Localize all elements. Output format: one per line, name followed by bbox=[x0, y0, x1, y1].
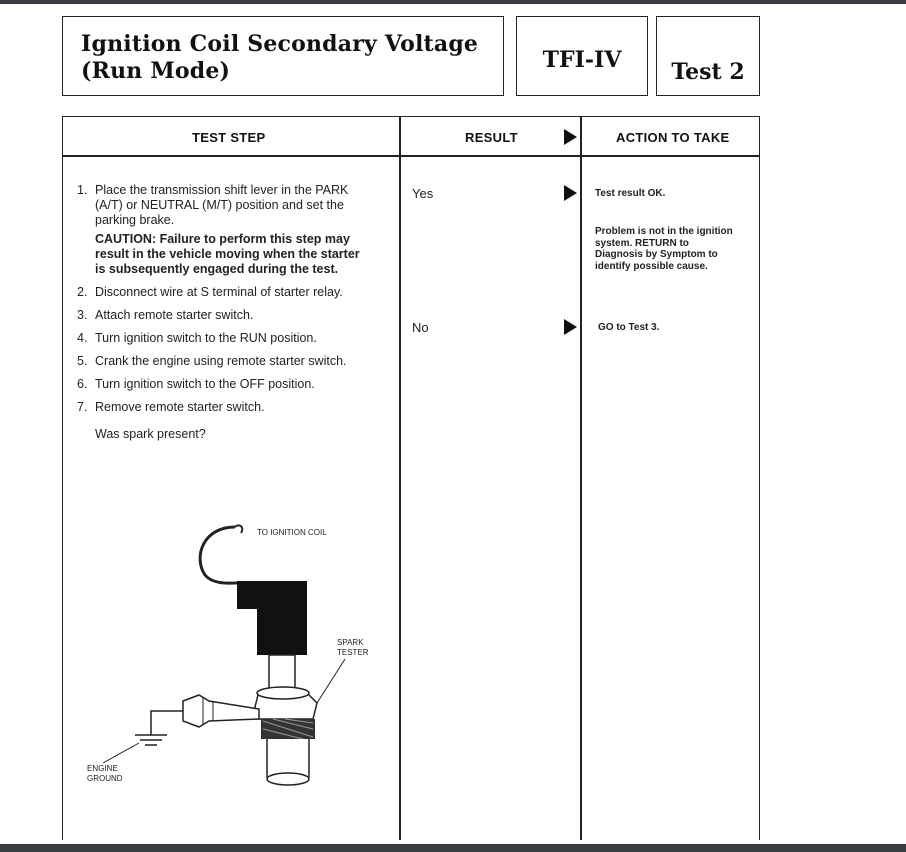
document-page bbox=[0, 4, 906, 844]
step-item bbox=[77, 308, 367, 323]
step-number: 2. bbox=[77, 285, 88, 299]
question-text: Was spark present? bbox=[95, 427, 206, 441]
step-text: Disconnect wire at S terminal of starter relay. bbox=[95, 285, 343, 299]
no-action: GO to Test 3. bbox=[598, 322, 660, 333]
result-yes: Yes bbox=[412, 186, 434, 201]
ground-symbol-icon bbox=[135, 735, 167, 745]
alligator-clip bbox=[183, 695, 259, 727]
title-box bbox=[62, 16, 504, 96]
yes-action-2: Problem is not in the ignition system. RETURN to Diagnosis by Symptom to identify possible cause. bbox=[595, 226, 733, 272]
label-ground: GROUND bbox=[87, 774, 123, 783]
step-item bbox=[77, 285, 367, 300]
step-number: 5. bbox=[77, 354, 88, 368]
tester-leader-line bbox=[317, 659, 345, 703]
step-text: Crank the engine using remote starter switch. bbox=[95, 354, 347, 368]
step-text: Attach remote starter switch. bbox=[95, 308, 254, 322]
spark-tester-figure bbox=[63, 507, 399, 807]
no-arrow-icon bbox=[564, 319, 577, 335]
step-number: 3. bbox=[77, 308, 88, 322]
ground-lead bbox=[151, 711, 183, 735]
tester-nut-top bbox=[257, 687, 309, 699]
ground-leader-line bbox=[103, 743, 139, 763]
step-item bbox=[77, 183, 367, 277]
step-text: Turn ignition switch to the OFF position. bbox=[95, 377, 315, 391]
header-action: ACTION TO TAKE bbox=[616, 130, 730, 145]
system-code: TFI-IV bbox=[542, 47, 622, 73]
system-code-box bbox=[516, 16, 648, 96]
step-text: Turn ignition switch to the RUN position. bbox=[95, 331, 317, 345]
header-test-step: TEST STEP bbox=[192, 130, 266, 145]
label-spark: SPARK bbox=[337, 638, 364, 647]
step-number: 6. bbox=[77, 377, 88, 391]
tester-shaft bbox=[269, 655, 295, 689]
page-title-line-1: Ignition Coil Secondary Voltage bbox=[81, 31, 479, 57]
step-item bbox=[77, 400, 367, 415]
step-text: Remove remote starter switch. bbox=[95, 400, 265, 414]
column-divider bbox=[399, 117, 401, 840]
page-title-line-2: (Run Mode) bbox=[81, 58, 231, 84]
yes-arrow-icon bbox=[564, 185, 577, 201]
coil-wire-end bbox=[235, 525, 242, 533]
test-number: Test 2 bbox=[671, 59, 745, 85]
coil-wire bbox=[200, 527, 237, 583]
step-number: 4. bbox=[77, 331, 88, 345]
caution-text: CAUTION: Failure to perform this step may result in the vehicle moving when the starter is subsequently engaged during the test. bbox=[95, 232, 360, 276]
column-divider bbox=[580, 117, 582, 840]
step-item bbox=[77, 354, 367, 369]
yes-action-1: Test result OK. bbox=[595, 188, 666, 199]
header-arrow-icon bbox=[564, 129, 577, 145]
step-number: 7. bbox=[77, 400, 88, 414]
step-item bbox=[77, 377, 367, 392]
step-item bbox=[77, 331, 367, 346]
label-engine: ENGINE bbox=[87, 764, 118, 773]
tester-tip bbox=[267, 773, 309, 785]
header-divider bbox=[63, 155, 759, 157]
header-result: RESULT bbox=[465, 130, 518, 145]
test-steps bbox=[77, 183, 367, 442]
result-no: No bbox=[412, 320, 429, 335]
step-text: Place the transmission shift lever in the PARK (A/T) or NEUTRAL (M/T) position and set the parking brake. bbox=[95, 183, 349, 227]
label-to-ignition-coil: TO IGNITION COIL bbox=[257, 528, 327, 537]
boot-body bbox=[257, 581, 307, 655]
step-number: 1. bbox=[77, 183, 88, 197]
test-table bbox=[62, 116, 760, 840]
viewer-bottom-bar bbox=[0, 844, 906, 852]
test-number-box bbox=[656, 16, 760, 96]
label-tester: TESTER bbox=[337, 648, 369, 657]
